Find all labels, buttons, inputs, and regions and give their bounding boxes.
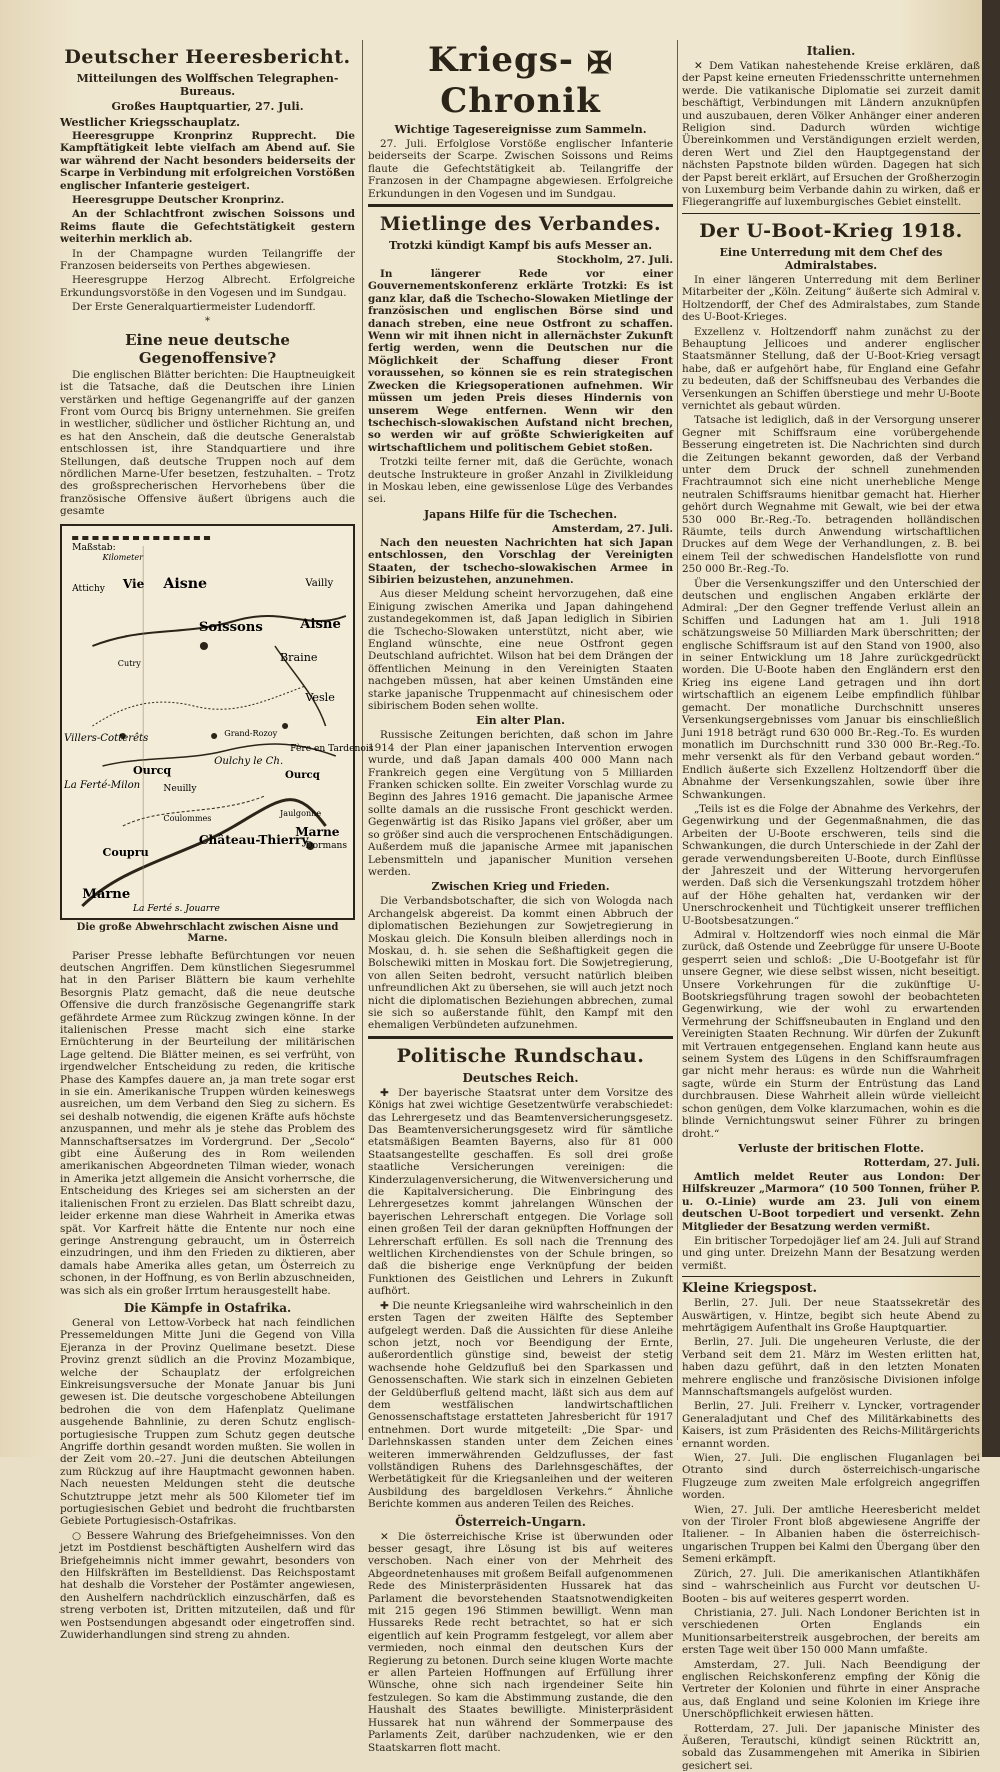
- place-label: Coupru: [102, 845, 149, 859]
- place-label: Fère en Tardenois: [290, 743, 374, 754]
- theater-heading: Westlicher Kriegsschauplatz.: [60, 116, 240, 129]
- place-label: Attichy: [72, 583, 105, 594]
- subheading: Deutsches Reich.: [462, 1070, 579, 1085]
- heading-italien: Italien.: [806, 44, 856, 58]
- source-line: Mitteilungen des Wolffschen Telegraphen-Bureaus.: [76, 72, 339, 98]
- paragraph: In einer längeren Unterredung mit dem Berliner Mitarbeiter der „Köln. Zeitung“ äußerte sich Admiral v. Holtzendorff, der Chef des Admiralstabes, zum Stande des U-Boot-Krieges.: [682, 273, 980, 324]
- battle-map: [60, 524, 374, 920]
- heading-u-boot-krieg: Der U-Boot-Krieg 1918.: [699, 219, 963, 242]
- paragraph: ○ Bessere Wahrung des Briefgeheimnisses. Von den jetzt im Postdienst beschäftigten Aushelfern wird das Briefgeheimnis nicht immer gewahrt, besonders von den Hilfskräften im Bestelldienst. Das Reichspostamt hat deshalb die Vorsteher der Postämter angewiesen, den Aushelfern nachdrücklich einzuschärfen, daß es streng verboten ist, Dritten mitzuteilen, daß und für wen Postsendungen abgesandt oder eingetroffen sind. Zuwiderhandlungen sind streng zu ahnden.: [60, 1529, 355, 1642]
- paragraph: Zürich, 27. Juli. Die amerikanischen Atlantikhäfen sind – wahrscheinlich aus Furcht vor deutschen U-Booten – bis auf weiteres gesperrt worden.: [682, 1567, 980, 1605]
- page-edge: [982, 0, 1000, 1457]
- paragraph: 27. Juli. Erfolglose Vorstöße englischer Infanterie beiderseits der Scarpe. Zwischen Soissons und Reims flaute die Gefechtstätigkeit ab. Teilangriffe der Franzosen in der Champagne abgewiesen. Erfolgreiche Erkundungen in den Vogesen und im Sundgau.: [368, 138, 673, 200]
- dateline: Stockholm, 27. Juli.: [556, 254, 673, 267]
- separator-star: *: [205, 315, 210, 327]
- subheading: Verluste der britischen Flotte.: [738, 1141, 924, 1155]
- divider: [682, 213, 980, 214]
- paragraph: ✕ Dem Vatikan nahestehende Kreise erklären, daß der Papst keine erneuten Friedensschritte unternehmen werde. Die vatikanische Diplomatie sei zurzeit damit beschäftigt, Verbindungen mit Ländern anzuknüpfen und auszubauen, deren Völker Anhänger einer anderen Religion sind. Dadurch würden wichtige Übereinkommen und Verständigungen erzielt werden, deren Wert und Ziel den Hauptgegenstand der nächsten Papstnote bilden würden. Dagegen hat sich der Papst bereit erklärt, auf Ersuchen der Großherzogin von Luxemburg beim Verbande dahin zu wirken, daß er Fliegerangriffe auf luxemburgisches Gebiet einstellt.: [682, 60, 980, 209]
- place-label: Cutry: [117, 658, 141, 668]
- column-3: [682, 40, 980, 1772]
- paragraph: „Teils ist es die Folge der Abnahme des Verkehrs, der Gegenwirkung und der Gegenmaßnahmen, die das Arbeiten der U-Boote erschweren, teils sind die Schwankungen, die durch Unterschiede in der Zahl der gerade verwendungsbereiten U-Boote, durch Einflüsse der Jahreszeit und der Witterung hervorgerufen werden. Daß sich die Versenkungszahl trotzdem höher auf der Höhe gehalten hat, verdanken wir der Unerschrockenheit und Tüchtigkeit unserer trefflichen U-Bootsbesatzungen.“: [682, 802, 980, 927]
- paragraph: Tatsache ist lediglich, daß in der Versorgung unserer Gegner mit Schiffsraum eine vorübergehende Besserung eingetreten ist. Die Nachrichten sind durch die Zeitungen bekannt geworden, daß der Verband unter dem Druck der schnell zunehmenden Frachtraumnot sich eine nicht unerhebliche Menge neutralen Schiffsraums hienitbar gemacht hat. Hierher gehört durch Wegnahme mit Gewalt, wie bei der etwa 530 000 Br.-Reg.-To. betragenden holländischen Räumte, teils durch Anwendung wirtschaftlichen Druckes auf dem Wege der Verhandlungen, z. B. bei einem Teil der schwedischen Handelsflotte von rund 250 000 Br.-Reg.-To.: [682, 414, 980, 576]
- paragraph: Aus dieser Meldung scheint hervorzugehen, daß eine Einigung zwischen Amerika und Japan dahingehend zustandegekommen ist, daß Japan lediglich in Sibirien die Tschecho-Slowaken unterstützt, nicht aber, wie England wünschte, eine neue Ostfront gegen Deutschland aufrichtet. Wilson hat bei dem Drängen der öffentlichen Meinung in den Vereinigten Staaten nachgeben müssen, hat aber keinen Umständen eine starke japanische Truppenmacht auf chinesischem oder sibirischem Boden sehen wollte.: [368, 588, 673, 713]
- paragraph: Heeresgruppe Deutscher Kronprinz.: [72, 194, 285, 207]
- place-label: Braine: [279, 650, 318, 664]
- heading-kleine-kriegspost: Kleine Kriegspost.: [682, 1281, 818, 1297]
- divider: [368, 204, 673, 207]
- map-scale-label: Maßstab:: [72, 542, 116, 553]
- place-label: Grand-Rozoy: [224, 728, 278, 738]
- paragraph: Nach den neuesten Nachrichten hat sich Japan entschlossen, den Vorschlag der Vereinigten Staaten, der tschecho-slowakischen Armee in Sibirien beizustehen, anzunehmen.: [368, 536, 673, 586]
- heading-mietlinge: Mietlinge des Verbandes.: [379, 213, 662, 236]
- subheading: Ein alter Plan.: [476, 714, 565, 728]
- paragraph: An der Schlachtfront zwischen Soissons und Reims flaute die Gefechtstätigkeit gestern weiterhin merklich ab.: [60, 208, 355, 246]
- kriegs-chronik-masthead: [368, 40, 673, 121]
- paragraph: Die englischen Blätter berichten: Die Hauptneuigkeit ist die Tatsache, daß die Deutschen ihre Linien verstärken und heftige Gegenangriffe auf der ganzen Front vom Ourcq bis Brigny unternehmen. Sie greifen in westlicher, südlicher und östlicher Richtung an, und es hat den Anschein, daß die deutsche Generalstab entschlossen ist, ihre Standquartiere und ihre Stellungen, daß deutsche Truppen noch auf dem nördlichen Marne-Ufer besetzen, festzuhalten. – Trotz des großsprecherischen Hervorhebens über die französische Offensive äußert übrigens auch die gesamte: [60, 368, 355, 518]
- heading-ostafrika: Die Kämpfe in Ostafrika.: [123, 1300, 292, 1315]
- place-label: Vailly: [305, 577, 334, 589]
- paragraph: Exzellenz v. Holtzendorff nahm zunächst zu der Behauptung Jellicoes und anderer englischer Staatsmänner Stellung, daß der U-Boot-Krieg versagt habe, daß er aufgehört habe, für England eine Gefahr zu bedeuten, daß der Schiffsneubau des Verbandes die Versenkungen an Schiffen überstiege und mehr U-Boote vernichtet als gebaut würden.: [682, 325, 980, 412]
- dateline: Amsterdam, 27. Juli.: [552, 522, 673, 535]
- map-drawing: [62, 526, 374, 918]
- place-label: Château-Thierry: [198, 832, 309, 847]
- place-label: Oulchy le Ch.: [214, 755, 284, 767]
- paragraph: General von Lettow-Vorbeck hat nach feindlichen Pressemeldungen Mitte Juni die Gegend von Villa Ejeranza in der Provinz Quelimane besetzt. Diese Provinz grenzt südlich an die Provinz Mozambique, welche der Schauplatz der erfolgreichen Einkreisungsversuche der Monate Januar bis Juni gewesen ist. Die deutsche vorgeschobene Abteilungen bedrohen die von dem Hafenplatz Quelimane ausgehende Bahnlinie, zu deren Schutz englisch-portugiesische Truppen zum Schutz gegen deutsche Angriffe dorthin gesandt worden mußten. Sie wollen in der Zeit vom 20.–27. Juni die deutschen Abteilungen zum Rückzug auf ihre Hauptmacht gewonnen haben. Nach neuesten Meldungen steht die deutsche Schutztruppe jetzt mehr als 500 Kilometer tief im portugiesischen Gebiet und bedroht die fruchtbarsten Gebiete Portugiesisch-Ostafrikas.: [60, 1316, 355, 1528]
- paragraph: Pariser Presse lebhafte Befürchtungen vor neuen deutschen Angriffen. Dem künstlichen Siegesrummel hat in den Pariser Blättern bie kaum verhehlte Besorgnis Platz gemacht, daß die neue deutsche Offensive die durch französische Gegenangriffe stark gefährdete Armee zum Rückzug zwingen könne. In der italienischen Presse macht sich eine starke Ernüchterung in der Beurteilung der militärischen Lage geltend. Die Blätter meinen, es sei verfrüht, von irgendwelcher Entscheidung zu reden, die kritische Phase des Kampfes dauere an, ja man trete sogar erst in sie ein. Amerikanische Truppen würden keineswegs ausreichen, um dem Verband den Sieg zu sichern. Es sei deshalb notwendig, die eigenen Kräfte aufs höchste anzuspannen, und mehr als je stehe das Problem des Mannschaftsersatzes im Vordergrund. Der „Secolo“ gibt eine Äußerung des in Rom weilenden amerikanischen Abgeordneten Tilman wieder, wonach in Amerika jetzt allgemein die Ansicht vorherrsche, die Entscheidung des Krieges sei am sichersten an der italienischen Front zu erzielen. Das Blatt schreibt dazu, leider erkenne man diese Wahrheit in Amerika etwas spät. Vor Karfreit hätte die Entente nur noch eine geringe Anstrengung gebraucht, um in Österreich einzudringen, und ihm den Frieden zu diktieren, aber damals habe Amerika alles getan, um Österreich zu schonen, in der Hoffnung, es von Berlin abzuschneiden, was sich als ein großer Irrtum herausgestellt habe.: [60, 949, 355, 1297]
- paragraph: Heeresgruppe Kronprinz Rupprecht. Die Kampftätigkeit lebte vielfach am Abend auf. Sie war während der Nacht besonders beiderseits der Scarpe in Verbindung mit erfolgreichen Vorstößen englischer Infanterie gesteigert.: [60, 130, 355, 192]
- masthead-left: Kriegs-: [427, 40, 575, 80]
- column-2: [368, 40, 673, 1754]
- place-label: Aisne: [163, 575, 208, 592]
- paragraph: ✚ Die neunte Kriegsanleihe wird wahrscheinlich in den ersten Tagen der zweiten Hälfte des September aufgelegt werden. Daß die Aussichten für diese Anleihe schon jetzt, noch vor Beendigung der Ernte, außerordentlich günstige sind, beweist der stetig wachsende hohe Geldzufluß bei den Sparkassen und Genossenschaften. Wie stark sich in einzelnen Gebieten der Geldüberfluß geltend macht, läßt sich aus dem auf dem westfälischen landwirtschaftlichen Genossenschaftstage erstatteten Jahresbericht für 1917 entnehmen. Dort wurde mitgeteilt: „Die Spar- und Darlehnskassen standen unter dem Zeichen eines weiteren immerwährenden Geldzuflusses, der fast vollständigen Ruhens des Darlehnsgeschäftes, der Werbetätigkeit für die Kriegsanleihen und der weiteren Ausbildung des bargeldlosen Verkehrs.“ Ähnliche Berichte kommen aus anderen Teilen des Reiches.: [368, 1299, 673, 1511]
- heading-politische-rundschau: Politische Rundschau.: [396, 1044, 645, 1067]
- paragraph: Ein britischer Torpedojäger lief am 24. Juli auf Strand und ging unter. Dreizehn Mann der Besatzung werden vermißt.: [682, 1234, 980, 1272]
- place-label: La Ferté-Milon: [64, 779, 141, 791]
- place-label: Ourcq: [132, 763, 172, 777]
- place-label: Soissons: [198, 619, 263, 635]
- dateline: Großes Hauptquartier, 27. Juli.: [111, 100, 304, 113]
- signature: Der Erste Generalquartiermeister Ludendorff.: [72, 301, 316, 314]
- paragraph: Rotterdam, 27. Juli. Der japanische Minister des Äußeren, Terautschi, kündigt seinen Rücktritt an, sobald das Zusammengehen mit Amerika in Sibirien gesichert sei.: [682, 1722, 980, 1772]
- paragraph: In der Champagne wurden Teilangriffe der Franzosen beiderseits von Perthes abgewiesen.: [60, 247, 355, 273]
- subheading: Zwischen Krieg und Frieden.: [431, 880, 610, 894]
- place-label: Vesle: [305, 690, 335, 704]
- paragraph: Berlin, 27. Juli. Die ungeheuren Verluste, die der Verband seit dem 21. März im Westen erlitten hat, haben dazu geführt, daß in den letzten Monaten mehrere englische und französische Divisionen infolge Mannschaftsmangels aufgelöst wurden.: [682, 1336, 980, 1398]
- paragraph: Wien, 27. Juli. Die englischen Fluganlagen bei Otranto sind durch österreichisch-ungarische Flugzeuge zum zweiten Male erfolgreich angegriffen worden.: [682, 1452, 980, 1502]
- paragraph: ✚ Der bayerische Staatsrat unter dem Vorsitze des Königs hat zwei wichtige Gesetzentwürfe verabschiedet: das Lehrergesetz und das Beamtenversicherungsgesetz. Das Beamtenversicherungsgesetz wird für sämtliche etatsmäßigen Beamten Bayerns, also für 81 000 Staatsangestellte geschaffen. Es soll drei große staatliche Versicherungen vereinigen: die Kinderzulagenversicherung, die Witwenversicherung und die Kapitalversicherung. Die Einbringung des Lehrergesetzes kommt jahrelangen Wünschen der bayerischen Lehrerschaft entgegen. Die Vorlage soll einen großen Teil der daran geknüpften Hoffnungen der Lehrerschaft erfüllen. Es soll nach die Trennung des weltlichen Kirchendienstes von der Schule bringen, so daß die bisherige enge Verknüpfung der beiden Funktionen des Geistlichen und Lehrers in Zukunft aufhört.: [368, 1086, 673, 1298]
- column-1: [60, 40, 374, 1642]
- iron-cross-icon: ✠: [586, 46, 614, 81]
- paragraph: Amtlich meldet Reuter aus London: Der Hilfskreuzer „Marmora“ (10 500 Tonnen, früher P. u. O.-Linie) wurde am 23. Juli von einem deutschen U-Boot torpediert und versenkt. Zehn Mitglieder der Besatzung werden vermißt.: [682, 1170, 980, 1233]
- subheading: Trotzki kündigt Kampf bis aufs Messer an.: [388, 239, 653, 253]
- paragraph: Heeresgruppe Herzog Albrecht. Erfolgreiche Erkundungsvorstöße in den Vogesen und im Sundgau.: [60, 274, 355, 299]
- map-caption: Die große Abwehrschlacht zwischen Aisne und Marne.: [76, 921, 339, 944]
- paragraph: Amsterdam, 27. Juli. Nach Beendigung der englischen Reichskonferenz empfing der König die Vertreter der Kolonien und führte in einer Ansprache aus, daß England und seine Kolonien im Kriege ihre Unerschöpflichkeit erwiesen hätten.: [682, 1658, 980, 1721]
- heading-heeresbericht: Deutscher Heeresbericht.: [64, 46, 351, 68]
- subheading: Österreich-Ungarn.: [455, 1514, 586, 1529]
- paragraph: Wien, 27. Juli. Der amtliche Heeresbericht meldet von der Tiroler Front bloß abgewiesene Angriffe der Italiener. – In Albanien haben die österreichisch-ungarischen Truppen bei Kalmi den Übergang über den Semeni erkämpft.: [682, 1503, 980, 1566]
- column-rule: [362, 40, 363, 1440]
- place-label: Jaulgonne: [279, 808, 322, 818]
- dateline: Rotterdam, 27. Juli.: [863, 1156, 980, 1169]
- paragraph: Russische Zeitungen berichten, daß schon im Jahre 1914 der Plan einer japanischen Intervention erwogen wurde, und daß Japan damals 400 000 Mann nach Frankreich gegen eine Vergütung von 5 Milliarden Franken schicken sollte. Ein zweiter Vorschlag wurde zu Beginn des Jahres 1916 gemacht. Die japanische Armee sollte damals an die russische Front geschickt werden. Gegenwärtig ist das Risiko Japans viel größer, aber um so größer sind auch die versprochenen Entschädigungen. Außerdem muß die japanische Armee mit japanischen Lebensmitteln und japanischer Munition versehen werden.: [368, 729, 673, 878]
- subheading: Eine Unterredung mit dem Chef des Admiralstabes.: [719, 245, 943, 272]
- paragraph: Trotzki teilte ferner mit, daß die Gerüchte, wonach deutsche Instrukteure in großer Anzahl in Zivilkleidung in Moskau leben, eine gewissenlose Lüge des Verbandes sei.: [368, 456, 673, 506]
- paragraph: ✕ Die österreichische Krise ist überwunden oder besser gesagt, ihre Lösung ist bis auf weiteres verschoben. Nach einer von der Mehrheit des Abgeordnetenhauses mit großem Beifall aufgenommenen Rede des Ministerpräsidenten Hussarek hat das Parlament die bevorstehenden Staatsnotwendigkeiten mit 215 gegen 196 Stimmen bewilligt. Wenn man Hussareks Rede recht betrachtet, so hat er sich eigentlich auf kein Programm festgelegt, vor allem aber vermieden, noch einmal den deutschen Kurs der Regierung zu betonen. Durch seine klugen Worte machte er allen Parteien Hoffnungen auf Erfüllung ihrer Wünsche, ohne sich nach irgendeiner Seite hin festzulegen. So kam die Abstimmung zustande, die den Haushalt des Staates bewilligte. Ministerpräsident Hussarek hat nun während der Sommerpause des Parlaments Zeit, darüber nachzudenken, wie er den Staatskarren flott macht.: [368, 1530, 673, 1754]
- place-label: Vie: [122, 576, 145, 591]
- paragraph: Berlin, 27. Juli. Freiherr v. Lyncker, vortragender Generaladjutant und Chef des Militärkabinetts des Kaisers, ist zum Präsidenten des Reichs-Militärgerichts ernannt worden.: [682, 1400, 980, 1450]
- place-label: La Ferté s. Jouarre: [132, 903, 220, 914]
- place-label: Aisne: [300, 616, 341, 632]
- masthead-right: Chronik: [440, 81, 601, 121]
- place-label: Ourcq: [285, 769, 320, 781]
- paragraph: Admiral v. Holtzendorff wies noch einmal die Mär zurück, daß Ostende und Zeebrügge für unsere U-Boote gesperrt seien und schloß: „Die U-Bootgefahr ist für unsere Gegner, wie diese selbst wissen, nicht beseitigt. Unsere Vorkehrungen für die zukünftige U-Bootskriegsführung tragen sowohl der beobachteten Gegenwirkung, wie der wohl zu erwartenden Vermehrung der Schiffsneubauten in England und den Vereinigten Staaten Rechnung. Wir dürfen der Zukunft mit Vertrauen entgegensehen. England kann heute aus seinem System des Lügens in den Schiffsraumfragen gar nicht mehr heraus: es würde nun die Wahrheit sagte, würde ein Sturm der Entrüstung das Land durchbrausen. Diese Wahrheit allein würde vielleicht schon genügen, dem Volke klarzumachen, wohin es die blinde Vernichtungswut seiner Führer zu bringen droht.“: [682, 929, 980, 1140]
- chronik-subtitle: Wichtige Tagesereignisse zum Sammeln.: [394, 123, 647, 136]
- paragraph: In längerer Rede vor einer Gouvernementskonferenz erklärte Trotzki: Es ist ganz klar, daß die Tschecho-Slowaken Mietlinge der französischen und englischen Börse sind und danach streben, eine neue Ostfront zu schaffen. Wenn wir mit ihnen nicht in allernächster Zukunft fertig werden, wenn die Deutschen nur die Möglichkeit der Schaffung dieser Front voraussehen, so können sie es rein strategischen Zwecken die Kriegsoperationen aufnehmen. Wir müssen um jeden Preis dieses Hindernis von unserem Wege entfernen. Wenn wir den tschechisch-slowakischen Aufstand nicht brechen, so werden wir auf größte Schwierigkeiten auf wirtschaftlichem und politischem Gebiet stoßen.: [368, 268, 673, 454]
- divider: [682, 1276, 980, 1277]
- place-label: Marne: [295, 824, 340, 839]
- paragraph: Die Verbandsbotschafter, die sich von Wologda nach Archangelsk abgereist. Da kommt einen Abbruch der diplomatischen Beziehungen zur Sowjetregierung in Moskau gleich. Die Konsuln bleiben allerdings noch in Moskau, d. h. sie sehen die Seßhaftigkeit gegen die Bolschewiki mitten in Moskau fort. Die Sowjetregierung, von allen Seiten bedroht, versucht natürlich bleiben unfreundlichen Akt zu übersehen, sie will auch jetzt noch nicht die diplomatischen Beziehungen abbrechen, zumal sie sich so außerstande fühlt, den Kampf mit den ehemaligen Verbündeten aufzunehmen.: [368, 895, 673, 1032]
- place-label: Dormans: [305, 840, 348, 851]
- paragraph: Christiania, 27. Juli. Nach Londoner Berichten ist in verschiedenen Orten Englands ein Munitionsarbeiterstreik ausgebrochen, der bereits am ersten Tage weit über 150 000 Mann umfaßte.: [682, 1606, 980, 1657]
- divider: [368, 1036, 673, 1039]
- heading-gegenoffensive: Eine neue deutsche Gegenoffensive?: [125, 330, 290, 367]
- place-label: Coulommes: [163, 813, 212, 823]
- subheading: Japans Hilfe für die Tschechen.: [423, 507, 618, 521]
- column-rule: [677, 40, 678, 1440]
- place-label: Neuilly: [163, 783, 197, 794]
- place-label: Marne: [82, 886, 131, 902]
- place-label: Villers-Cotterêts: [64, 732, 149, 744]
- paragraph: Über die Versenkungsziffer und den Unterschied der deutschen und englischen Angaben erklärte der Admiral: „Der den Gegner treffende Verlust allein an Schiffen und Ladungen hat am 1. Juli 1918 schätzungsweise 50 Milliarden Mark überschritten; der englische Schiffsraum ist auf den Stand von 1900, also in seiner Entwicklung um 18 Jahre zurückgedrückt worden. Die U-Boote haben den Engländern erst den Krieg ins eigene Land getragen und ihn dort wirtschaftlich an eigenem Leibe empfindlich fühlbar gemacht. Der monatliche Durchschnitt unseres Versenkungsergebnisses vom Januar bis einschließlich Juni 1918 beträgt rund 630 000 Br.-Reg.-To. Es wurden monatlich im Durchschnitt rund 330 000 Br.-Reg.-To. mehr versenkt als für den Verband gebaut worden.“ Endlich äußerte sich Exzellenz Holtzendorff über die Abnahme der Versenkungszahlen, sowie über ihre Schwankungen.: [682, 577, 980, 801]
- paragraph: Berlin, 27. Juli. Der neue Staatssekretär des Auswärtigen, v. Hintze, begibt sich heute Abend zu mehrtägigem Aufenthalt ins Große Hauptquartier.: [682, 1297, 980, 1334]
- map-km-label: Kilometer: [102, 552, 144, 562]
